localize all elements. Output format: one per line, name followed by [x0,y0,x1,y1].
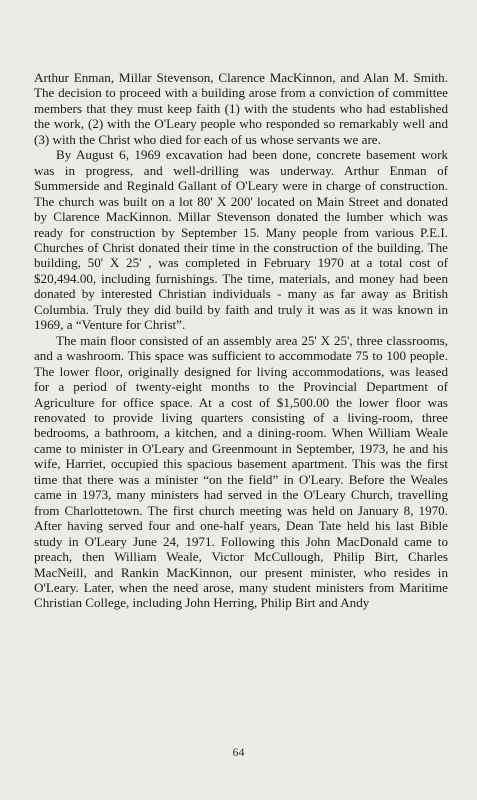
paragraph-2: By August 6, 1969 excavation had been done, concrete basement work was in progress, and well-drilling was underway. Arthur Enman of Summerside and Reginald Gallant of O'Leary were in charge of construction. The church was built on a lot 80' X 200' located on Main Street and donated by Clarence MacKinnon. Millar Stevenson donated the lumber which was ready for construction by September 15. Many people from various P.E.I. Churches of Christ donated their time in the construction of the building. The building, 50' X 25' , was completed in February 1970 at a total cost of $20,494.00, including furnishings. The time, materials, and money had been donated by interested Christian individuals - many as far away as British Columbia. Truly they did build by faith and truly it was as it was known in 1969, a “Venture for Christ”. [34,147,448,333]
paragraph-1: Arthur Enman, Millar Stevenson, Clarence MacKinnon, and Alan M. Smith. The decision to proceed with a building arose from a conviction of committee members that they must keep faith (1) with the students who had established the work, (2) with the O'Leary people who responded so remarkably well and (3) with the Christ who died for each of us whose servants we are. [34,70,448,147]
paragraph-3: The main floor consisted of an assembly area 25' X 25', three classrooms, and a washroom. This space was sufficient to accommodate 75 to 100 people. The lower floor, originally designed for living accommodations, was leased for a period of twenty-eight months to the Provincial Department of Agriculture for office space. At a cost of $1,500.00 the lower floor was renovated to provide living quarters consisting of a living-room, three bedrooms, a bathroom, a kitchen, and a dining-room. When William Weale came to minister in O'Leary and Greenmount in September, 1973, he and his wife, Harriet, occupied this spacious basement apartment. This was the first time that there was a minister “on the field” in O'Leary. Before the Weales came in 1973, many ministers had served in the O'Leary Church, travelling from Charlottetown. The first church meeting was held on January 8, 1970. After having served four and one-half years, Dean Tate held his last Bible study in O'Leary June 24, 1971. Following this John MacDonald came to preach, then William Weale, Victor McCullough, Philip Birt, Charles MacNeill, and Rankin MacKinnon, our present minister, who resides in O'Leary. Later, when the need arose, many student ministers from Maritime Christian College, including John Herring, Philip Birt and Andy [34,332,448,611]
body-text [34,70,448,611]
page-number: 64 [232,745,245,759]
